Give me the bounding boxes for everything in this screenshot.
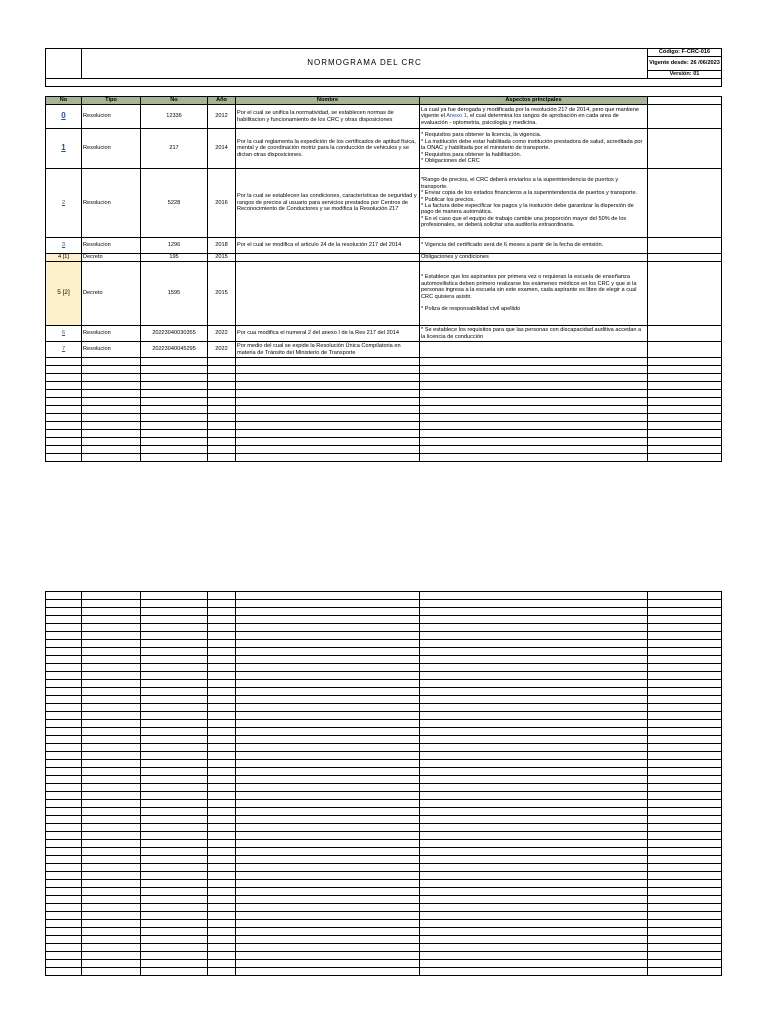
empty-row [46,672,722,680]
column-header-blank [648,97,722,105]
document-code: Código: F-CRC-016 [648,49,722,57]
empty-row [46,736,722,744]
empty-row [46,952,722,960]
empty-row [46,800,722,808]
empty-row [46,390,722,398]
empty-row [46,688,722,696]
empty-row [46,648,722,656]
empty-row [46,944,722,952]
empty-row [46,912,722,920]
column-header-nombre: Nombre [236,97,420,105]
empty-row [46,446,722,454]
empty-row [46,872,722,880]
empty-row [46,960,722,968]
row-numero: 1595 [141,262,208,326]
spacer-row [46,79,722,87]
empty-row [46,632,722,640]
empty-row [46,752,722,760]
empty-row [46,920,722,928]
effective-date: Vigente desde: 26 /06/2023 [648,57,722,71]
row-nombre: Por la cual se establecen las condiciones, características de seguridad y rangos de precios al usuario para servicios prestados por Centros de Reconocimiento de Conductores y se modifica la Resolución 217 [236,169,420,238]
empty-row [46,680,722,688]
row-aspectos: * Se establece los requisitos para que las personas con discapacidad auditiva accedan a la licencia de conducción [420,326,648,342]
row-numero: 20223040045295 [141,342,208,358]
empty-row [46,928,722,936]
row-numero: 195 [141,254,208,262]
empty-row [46,656,722,664]
empty-row [46,366,722,374]
column-header-no: No [46,97,82,105]
table-row [46,262,722,326]
row-anio: 2015 [208,254,236,262]
empty-row [46,856,722,864]
empty-row [46,760,722,768]
table-row [46,105,722,129]
row-numero: 5228 [141,169,208,238]
empty-row [46,640,722,648]
row-tipo: Decreto [82,262,141,326]
row-anio: 2016 [208,169,236,238]
row-tipo: Resolucion [82,129,141,169]
row-nombre [236,254,420,262]
empty-row [46,374,722,382]
row-aspectos: * Establece que los aspirantes por primera vez o requieran la escuela de enseñanza automovilistica deben primero realizarse los exámenes médicos en los CRC y que si la personas ingresa a la escuela sin este examen, cada aspirante es libre de elegir a cual CRC quisiera asistir. * Poliza de responsabilidad civil apellido [420,262,648,326]
row-nombre: Por medio del cual se expide la Resolución Única Compilatoria en materia de Tránsito del Ministerio de Transporte [236,342,420,358]
table-row [46,326,722,342]
row-link[interactable]: 3 [61,242,66,249]
row-link[interactable]: 1 [61,142,66,152]
empty-row [46,864,722,872]
empty-row [46,398,722,406]
row-link[interactable]: 7 [61,346,66,353]
empty-row [46,720,722,728]
empty-row [46,406,722,414]
empty-row [46,592,722,600]
column-header-tipo: Tipo [82,97,141,105]
empty-row [46,824,722,832]
empty-row [46,616,722,624]
table-row [46,342,722,358]
empty-row [46,624,722,632]
row-numero: 20223040030355 [141,326,208,342]
table-row [46,238,722,254]
empty-row [46,784,722,792]
row-tipo: Resolucion [82,342,141,358]
anexo-link[interactable]: Anexo 1 [446,113,467,120]
empty-row [46,712,722,720]
row-anio: 2018 [208,238,236,254]
row-nombre: Por cua modifica el numeral 2 del anexo I de la Res 217 del 2014 [236,326,420,342]
row-tipo: Resolucion [82,326,141,342]
row-link[interactable]: 0 [61,110,66,120]
empty-row [46,422,722,430]
empty-row [46,696,722,704]
empty-row [46,808,722,816]
table-row [46,129,722,169]
empty-row [46,888,722,896]
empty-row [46,840,722,848]
empty-rows [46,358,722,462]
row-aspectos: Obligaciones y condiciones [420,254,648,262]
row-nombre [236,262,420,326]
row-anio: 2022 [208,326,236,342]
column-header-aspectos: Aspectos principales [420,97,648,105]
empty-row [46,832,722,840]
empty-row [46,704,722,712]
row-anio: 2012 [208,105,236,129]
empty-row [46,438,722,446]
row-nombre: Por el cual se unifica la normatividad, se establecen normas de habilitacion y funcionamiento de los CRC y otras disposiciones [236,105,420,129]
row-tipo: Decreto [82,254,141,262]
empty-row [46,664,722,672]
row-aspectos [420,342,648,358]
table-header-row [46,97,722,105]
empty-row [46,896,722,904]
row-aspectos: * Requisitos para obtener la licencia, la vigencia. * La institución debe estar habilitada como institución prestadora de salud, acreditada por la ONAC y habilitada por el ministerio de transporte. * Requisitos para obtener la habilitación. * Obligaciones del CRC [420,129,648,169]
empty-row [46,792,722,800]
row-numero: 12336 [141,105,208,129]
empty-row [46,430,722,438]
row-anio: 2022 [208,342,236,358]
row-aspectos: *Rango de precios, el CRC deberá enviarlos a la superintendencia de puertos y transporte. * Enviar copia de los estados financieros a la superintendencia de puertos y transporte. * Publicar los precios. * La factura debe especificar los pagos y la insitución debe garantizar la dispersión de pago de manera automática. * En el caso que el equipo de trabajo cambie una proporción mayor del 50% de los profesionales, se deberá solicitar una auditoría extraordinaria. [420,169,648,238]
logo-cell [46,49,82,79]
column-header-numero: No [141,97,208,105]
row-tipo: Resolucion [82,238,141,254]
empty-row [46,776,722,784]
row-tipo: Resolucion [82,105,141,129]
row-anio: 2014 [208,129,236,169]
row-index: 5 [2] [46,262,82,326]
row-link[interactable]: 2 [61,199,66,206]
empty-row [46,936,722,944]
empty-row [46,454,722,462]
row-nombre: Por el cual se modifica el articulo 24 de la resolución 217 del 2014 [236,238,420,254]
empty-row [46,744,722,752]
page-title: NORMOGRAMA DEL CRC [82,49,648,79]
empty-row [46,600,722,608]
document-version: Versión: 01 [648,71,722,79]
empty-row [46,414,722,422]
row-numero: 1296 [141,238,208,254]
empty-row [46,968,722,976]
row-numero: 217 [141,129,208,169]
row-aspectos: La cual ya fue derogada y modificada por la resolución 217 de 2014, pero que mantiene vigente el Anexo 1, el cual determina los rangos de aprobación en cada area de evaluación - optometria, psicologia y medicina. [420,105,648,129]
table-row [46,169,722,238]
row-nombre: Por la cual reglamenta la expedición de los certificados de aptitud física, mental y de coordinación motriz para la conducción de vehiculos y se dictan otras disposiciones. [236,129,420,169]
empty-row [46,358,722,366]
empty-row [46,768,722,776]
empty-row [46,728,722,736]
column-header-anio: Año [208,97,236,105]
empty-row [46,382,722,390]
empty-grid [45,591,722,976]
row-index: 4 [1] [46,254,82,262]
row-anio: 2015 [208,262,236,326]
empty-row [46,848,722,856]
empty-row [46,880,722,888]
table-row [46,254,722,262]
normograma-table [45,96,722,462]
empty-row [46,816,722,824]
row-link[interactable]: 6 [61,330,66,337]
document-header [45,48,722,87]
empty-row [46,608,722,616]
empty-row [46,904,722,912]
row-tipo: Resolucion [82,169,141,238]
row-aspectos: * Vigencia del certificado será de 6 meses a partir de la fecha de emisión. [420,238,648,254]
